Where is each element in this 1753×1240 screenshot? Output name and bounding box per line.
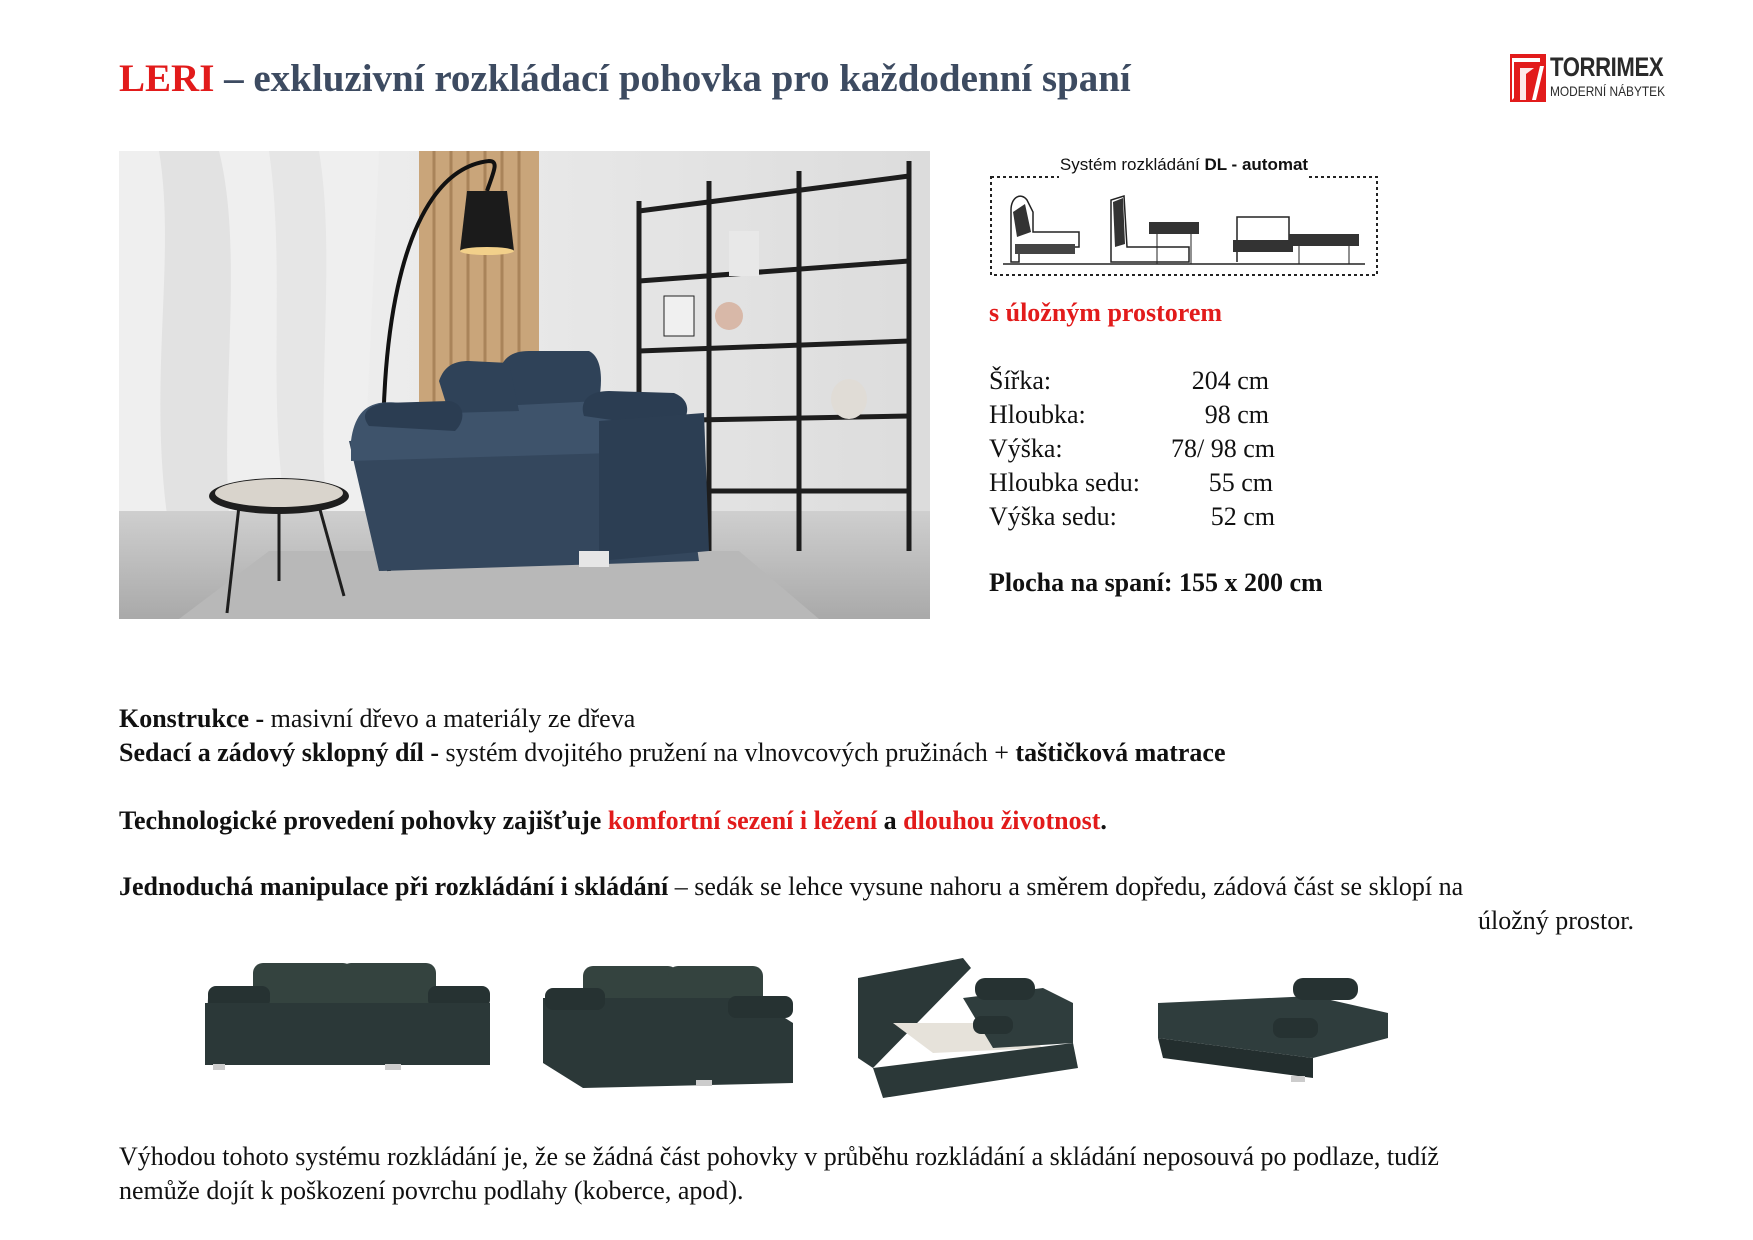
sofa-stage-1 <box>205 963 490 1070</box>
torrimex-logo-icon <box>1510 54 1546 102</box>
sofa-stage-3 <box>858 958 1078 1098</box>
seat-line <box>119 736 1634 770</box>
spec-value: 204 cm <box>1191 366 1269 395</box>
spec-value: 78/ 98 cm <box>1171 434 1275 463</box>
spec-row-height <box>989 432 1289 466</box>
sleeping-area: Plocha na spaní: 155 x 200 cm <box>989 568 1323 597</box>
sofa-stage-4 <box>1158 978 1388 1082</box>
technology-text1: Technologické provedení pohovky zajišťuje <box>119 806 608 835</box>
seat-mattress: taštičková matrace <box>1015 738 1226 767</box>
seat-label: Sedací a zádový sklopný díl - <box>119 738 446 767</box>
dimensions-table <box>989 364 1289 534</box>
manipulation-text: – sedák se lehce vysune nahoru a směrem dopředu, zádová část se sklopí na <box>668 872 1464 901</box>
advantage-line2: nemůže dojít k poškození povrchu podlahy (koberce, apod). <box>119 1176 744 1205</box>
technology-comfort: komfortní sezení i ležení <box>607 806 878 835</box>
spec-value: 52 cm <box>1210 502 1275 531</box>
spec-value: 55 cm <box>1208 468 1273 497</box>
technology-line <box>119 804 1634 838</box>
advantage-line1: Výhodou tohoto systému rozkládání je, že se žádná část pohovky v průběhu rozkládání a skládání neposouvá po podlaze, tudíž <box>119 1142 1439 1171</box>
logo-brand: TORRIMEX <box>1550 52 1664 82</box>
spec-row-width <box>989 364 1289 398</box>
diagram-caption-prefix: Systém rozkládání <box>1059 155 1205 174</box>
product-name: LERI <box>119 57 215 100</box>
construction-line <box>119 702 1634 736</box>
construction-label: Konstrukce - <box>119 704 271 733</box>
page-title <box>119 56 1131 101</box>
seat-text: systém dvojitého pružení na vlnovcových pružinách + <box>445 738 1016 767</box>
technology-lifetime: dlouhou životnost <box>903 806 1101 835</box>
construction-text: masivní dřevo a materiály ze dřeva <box>270 704 636 733</box>
diagram-caption-bold: DL - automat <box>1204 155 1309 174</box>
diagram-caption <box>989 155 1379 175</box>
sofa-room-photo <box>119 151 930 619</box>
spec-label: Hloubka: <box>989 400 1086 429</box>
manipulation-label: Jednoduchá manipulace při rozkládání i skládání <box>119 872 669 901</box>
spec-value: 98 cm <box>1204 400 1269 429</box>
sofa-stage-2 <box>543 966 793 1088</box>
spec-label: Výška: <box>989 434 1063 463</box>
construction-block <box>119 702 1634 770</box>
sofa-unfolding-stages <box>113 928 1433 1118</box>
spec-label: Šířka: <box>989 366 1052 395</box>
spec-label: Hloubka sedu: <box>989 468 1140 497</box>
logo-tagline: MODERNÍ NÁBYTEK <box>1550 83 1666 99</box>
storage-label: s úložným prostorem <box>989 298 1223 327</box>
spec-row-seat-height <box>989 500 1289 534</box>
title-rest: – exkluzivní rozkládací pohovka pro každodenní spaní <box>214 57 1131 100</box>
advantage-block <box>119 1140 1634 1208</box>
technology-text2: a <box>877 806 904 835</box>
technology-text3: . <box>1100 806 1107 835</box>
manipulation-line2: úložný prostor. <box>1478 906 1634 935</box>
folding-system-diagram <box>989 152 1379 279</box>
spec-row-depth <box>989 398 1289 432</box>
spec-label: Výška sedu: <box>989 502 1117 531</box>
manipulation-line1 <box>119 870 1634 904</box>
brand-logo <box>1510 54 1680 106</box>
spec-row-seat-depth <box>989 466 1289 500</box>
